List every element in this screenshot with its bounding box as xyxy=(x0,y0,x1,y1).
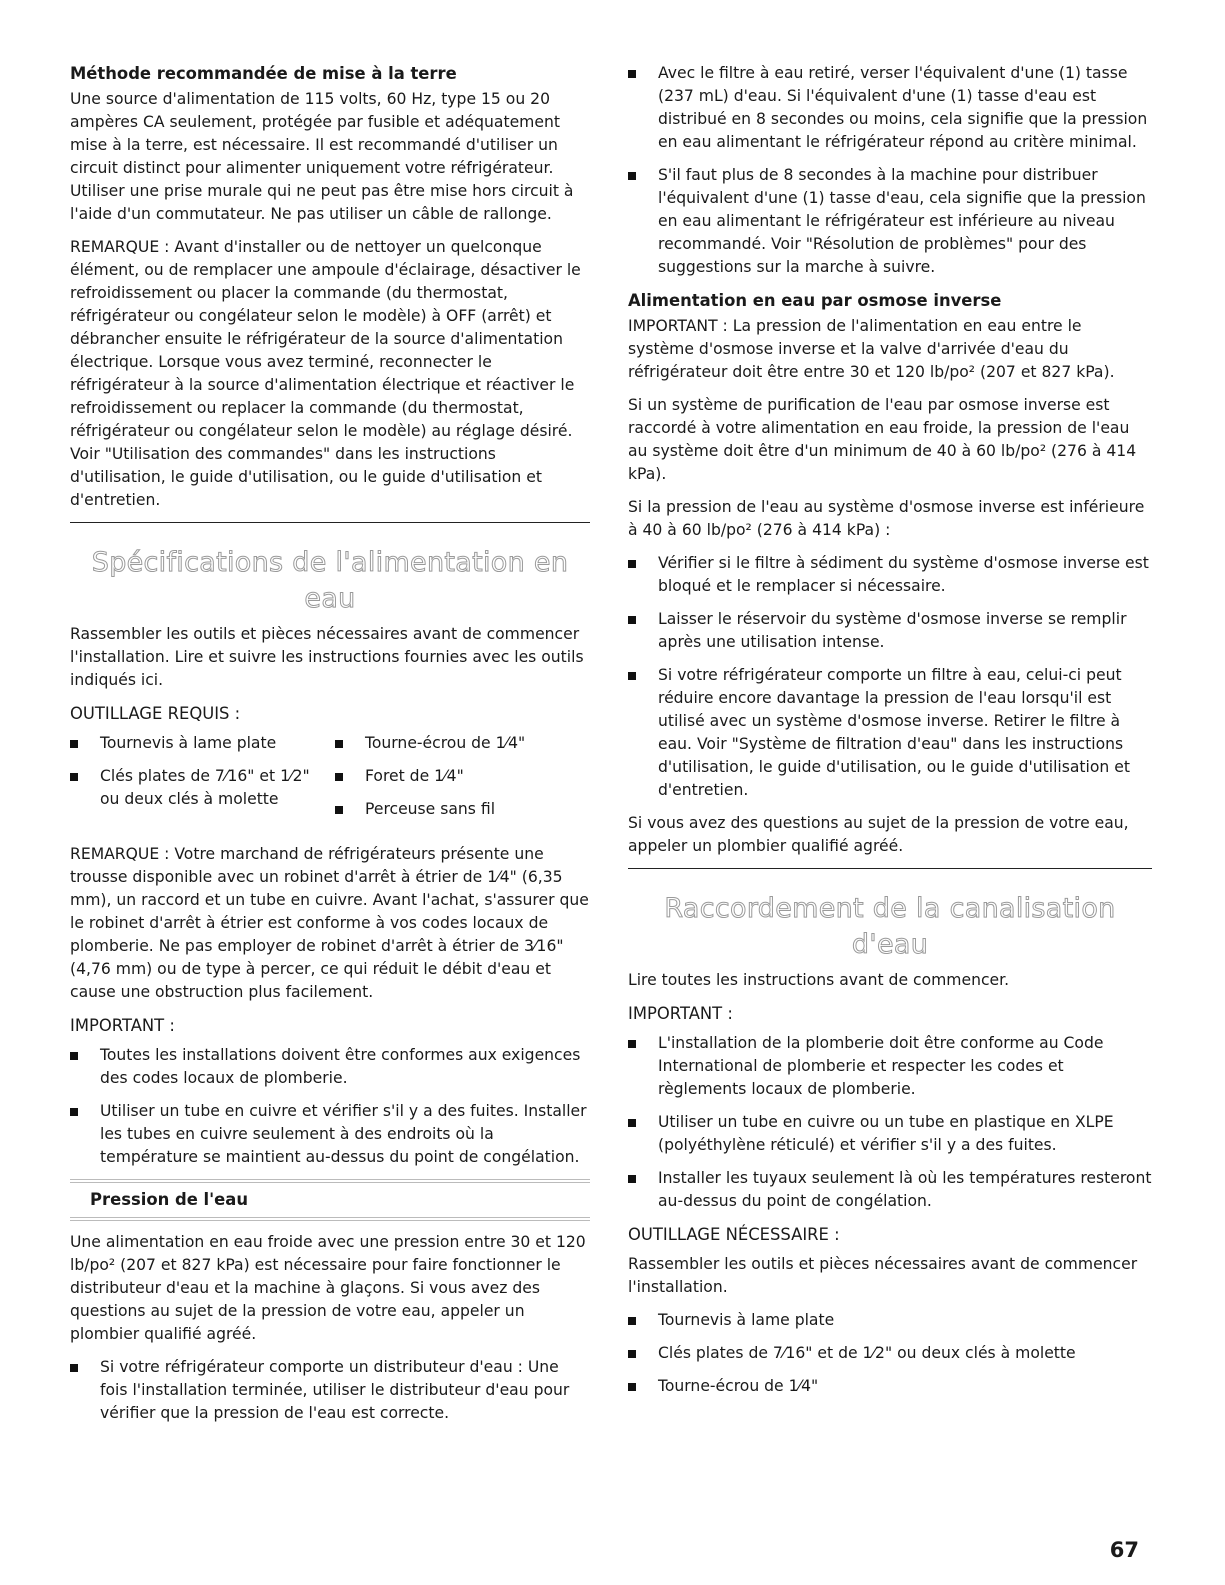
ro-paragraph-3: Si la pression de l'eau au système d'osmose inverse est inférieure à 40 à 60 lb/po² (276 à 414 kPa) : xyxy=(628,498,1145,539)
tools-needed-paragraph: Rassembler les outils et pièces nécessaires avant de commencer l'installation. xyxy=(628,1255,1138,1296)
list-item: Tourne-écrou de 1⁄4" xyxy=(628,1375,1152,1398)
bullet-icon xyxy=(70,1364,78,1372)
important-list xyxy=(70,1044,590,1169)
left-column xyxy=(70,62,590,1435)
bullet-icon xyxy=(628,672,636,680)
water-pressure-paragraph: Une alimentation en eau froide avec une pression entre 30 et 120 lb/po² (207 et 827 kPa) est nécessaire pour faire fonctionner le distributeur d'eau et la machine à glaçons. Si vous avez des questions au sujet de la pression de votre eau, appeler un plombier qualifié agréé. xyxy=(70,1233,586,1343)
bullet-icon xyxy=(335,740,343,748)
important-heading: IMPORTANT : xyxy=(70,1016,175,1035)
tools-needed-heading: OUTILLAGE NÉCESSAIRE : xyxy=(628,1225,840,1244)
bullet-icon xyxy=(628,1317,636,1325)
bullet-icon xyxy=(628,560,636,568)
list-item: Utiliser un tube en cuivre et vérifier s'il y a des fuites. Installer les tubes en cuivre seulement à des endroits où la température se maintient au-dessus du point de congélation. xyxy=(70,1100,590,1169)
ro-paragraph-2: Si un système de purification de l'eau par osmose inverse est raccordé à votre alimentation en eau froide, la pression de l'eau au système doit être d'un minimum de 40 à 60 lb/po² (276 à 414 kPa). xyxy=(628,396,1137,483)
bullet-icon xyxy=(628,70,636,78)
bullet-icon xyxy=(335,773,343,781)
spec-intro-paragraph: Rassembler les outils et pièces nécessaires avant de commencer l'installation. Lire et suivre les instructions fournies avec les outils indiqués ici. xyxy=(70,625,584,689)
list-item: Laisser le réservoir du système d'osmose inverse se remplir après une utilisation intense. xyxy=(628,608,1152,654)
list-item: Si votre réfrigérateur comporte un distributeur d'eau : Une fois l'installation terminée, utiliser le distributeur d'eau pour vérifier que la pression de l'eau est correcte. xyxy=(70,1356,590,1425)
pressure-check-list xyxy=(628,62,1152,279)
important-list xyxy=(628,1032,1152,1213)
list-item: L'installation de la plomberie doit être conforme au Code International de plomberie et respecter les codes et règlements locaux de plomberie. xyxy=(628,1032,1152,1101)
ro-paragraph-4: Si vous avez des questions au sujet de la pression de votre eau, appeler un plombier qualifié agréé. xyxy=(628,814,1129,855)
bullet-icon xyxy=(70,1052,78,1060)
pressure-list xyxy=(70,1356,590,1425)
list-item: Clés plates de 7⁄16" et de 1⁄2" ou deux clés à molette xyxy=(628,1342,1152,1365)
section-title-water-supply: Spécifications de l'alimentation en eau xyxy=(91,547,569,614)
ro-important-paragraph: IMPORTANT : La pression de l'alimentation en eau entre le système d'osmose inverse et la valve d'arrivée d'eau du réfrigérateur doit être entre 30 et 120 lb/po² (207 et 827 kPa). xyxy=(628,317,1115,381)
list-item: Tournevis à lame plate xyxy=(70,732,325,755)
bullet-icon xyxy=(628,1175,636,1183)
bullet-icon xyxy=(628,616,636,624)
bullet-icon xyxy=(70,773,78,781)
list-item: Perceuse sans fil xyxy=(335,798,580,821)
reverse-osmosis-heading: Alimentation en eau par osmose inverse xyxy=(628,291,1002,310)
bullet-icon xyxy=(628,1119,636,1127)
tools-list-col1 xyxy=(70,732,325,831)
important-heading: IMPORTANT : xyxy=(628,1004,733,1023)
tools-required-heading: OUTILLAGE REQUIS : xyxy=(70,704,241,723)
page-number: 67 xyxy=(1109,1538,1139,1562)
list-item: Avec le filtre à eau retiré, verser l'équivalent d'une (1) tasse (237 mL) d'eau. Si l'équivalent d'une (1) tasse d'eau est distribué en 8 secondes ou moins, cela signifie que la pression en eau alimentant le réfrigérateur répond au critère minimal. xyxy=(628,62,1152,154)
tools-list-col2 xyxy=(335,732,580,831)
list-item: S'il faut plus de 8 secondes à la machine pour distribuer l'équivalent d'une (1) tasse d'eau, cela signifie que la pression en eau alimentant le réfrigérateur est inférieure au niveau recommandé. Voir "Résolution de problèmes" pour des suggestions sur la marche à suivre. xyxy=(628,164,1152,279)
tools-list xyxy=(70,732,590,831)
list-item: Foret de 1⁄4" xyxy=(335,765,580,788)
bullet-icon xyxy=(70,1108,78,1116)
section-divider xyxy=(70,522,590,523)
bullet-icon xyxy=(70,740,78,748)
section-title-water-connection: Raccordement de la canalisation d'eau xyxy=(664,893,1116,960)
list-item: Si votre réfrigérateur comporte un filtre à eau, celui-ci peut réduire encore davantage la pression de l'eau lorsqu'il est utilisé avec un système d'osmose inverse. Retirer le filtre à eau. Voir "Système de filtration d'eau" dans les instructions d'utilisation, le guide d'utilisation, ou le guide d'utilisation et d'entretien. xyxy=(628,664,1152,802)
list-item: Utiliser un tube en cuivre ou un tube en plastique en XLPE (polyéthylène réticulé) et vérifier s'il y a des fuites. xyxy=(628,1111,1152,1157)
bullet-icon xyxy=(335,806,343,814)
ro-list xyxy=(628,552,1152,802)
tools-needed-list xyxy=(628,1309,1152,1398)
remark-paragraph: REMARQUE : Avant d'installer ou de nettoyer un quelconque élément, ou de remplacer une ampoule d'éclairage, désactiver le refroidissement ou placer la commande (du thermostat, réfrigérateur ou congélateur selon le modèle) à OFF (arrêt) et débrancher ensuite le réfrigérateur de la source d'alimentation électrique. Lorsque vous avez terminé, reconnecter le réfrigérateur à la source d'alimentation électrique et réactiver le refroidissement ou replacer la commande (du thermostat, réfrigérateur ou congélateur selon le modèle) au réglage désiré. Voir "Utilisation des commandes" dans les instructions d'utilisation, le guide d'utilisation, ou le guide d'utilisation et d'entretien. xyxy=(70,238,581,509)
water-pressure-heading: Pression de l'eau xyxy=(70,1179,590,1221)
right-column xyxy=(628,62,1152,1408)
list-item: Toutes les installations doivent être conformes aux exigences des codes locaux de plomberie. xyxy=(70,1044,590,1090)
section-divider xyxy=(628,868,1152,869)
grounding-heading: Méthode recommandée de mise à la terre xyxy=(70,64,457,83)
bullet-icon xyxy=(628,1040,636,1048)
bullet-icon xyxy=(628,172,636,180)
list-item: Tournevis à lame plate xyxy=(628,1309,1152,1332)
list-item: Clés plates de 7⁄16" et 1⁄2" ou deux clés à molette xyxy=(70,765,325,811)
remark-kit-paragraph: REMARQUE : Votre marchand de réfrigérateurs présente une trousse disponible avec un robinet d'arrêt à étrier de 1⁄4" (6,35 mm), un raccord et un tube en cuivre. Avant l'achat, s'assurer que le robinet d'arrêt à étrier est conforme à vos codes locaux de plomberie. Ne pas employer de robinet d'arrêt à étrier de 3⁄16" (4,76 mm) ou de type à percer, ce qui réduit le débit d'eau et cause une obstruction plus facilement. xyxy=(70,845,589,1001)
list-item: Vérifier si le filtre à sédiment du système d'osmose inverse est bloqué et le remplacer si nécessaire. xyxy=(628,552,1152,598)
bullet-icon xyxy=(628,1383,636,1391)
list-item: Tourne-écrou de 1⁄4" xyxy=(335,732,580,755)
connection-intro-paragraph: Lire toutes les instructions avant de commencer. xyxy=(628,971,1010,989)
bullet-icon xyxy=(628,1350,636,1358)
list-item: Installer les tuyaux seulement là où les températures resteront au-dessus du point de congélation. xyxy=(628,1167,1152,1213)
grounding-paragraph: Une source d'alimentation de 115 volts, 60 Hz, type 15 ou 20 ampères CA seulement, protégée par fusible et adéquatement mise à la terre, est nécessaire. Il est recommandé d'utiliser un circuit distinct pour alimenter uniquement votre réfrigérateur. Utiliser une prise murale qui ne peut pas être mise hors circuit à l'aide d'un commutateur. Ne pas utiliser un câble de rallonge. xyxy=(70,90,574,223)
